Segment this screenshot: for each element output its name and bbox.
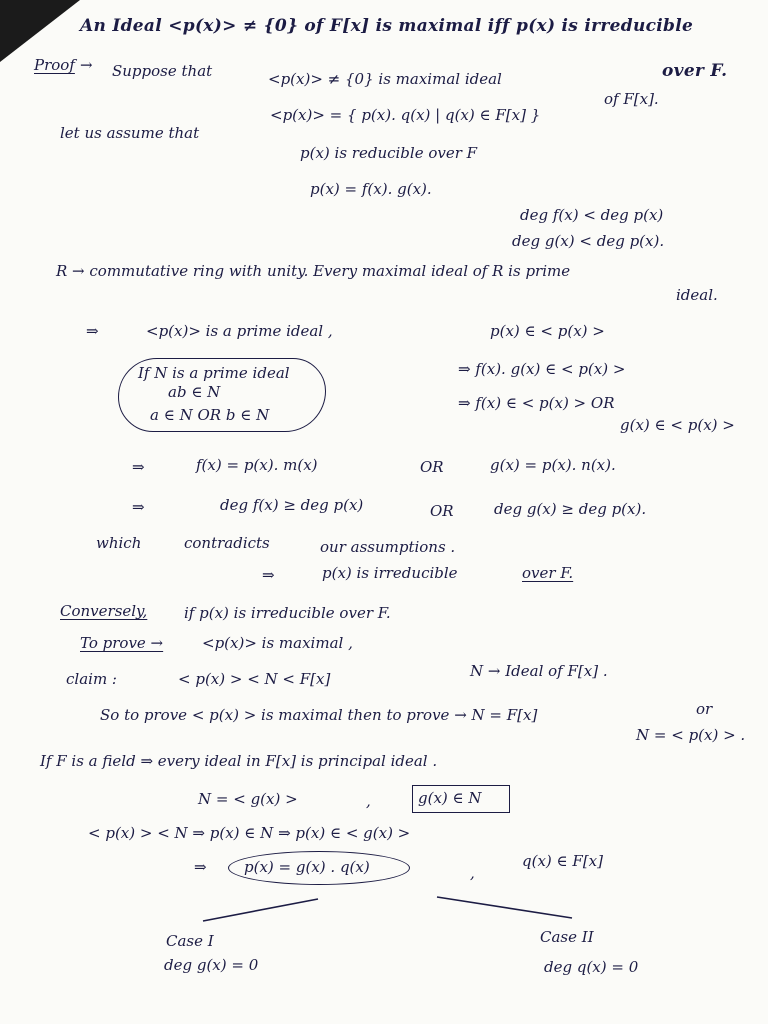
- deg-g-ge: deg g(x) ≥ deg p(x).: [494, 500, 647, 518]
- over-f: over F.: [522, 564, 574, 582]
- deg-g: deg g(x) < deg p(x).: [512, 232, 665, 250]
- suppose-text: Suppose that: [112, 62, 213, 80]
- conversely: Conversely,: [60, 602, 148, 620]
- f-eq: f(x) = p(x). m(x): [196, 456, 318, 474]
- implies-4: ⇒: [262, 566, 275, 584]
- cloud-line-1: If N is a prime ideal: [138, 364, 290, 382]
- implies-2: ⇒: [132, 458, 145, 476]
- implies-1: ⇒: [86, 322, 99, 340]
- proof-label: Proof: [34, 56, 75, 74]
- implies-5: ⇒: [194, 858, 207, 876]
- qx-in-fx: q(x) ∈ F[x]: [522, 852, 603, 870]
- claim-expr: < p(x) > < N < F[x]: [178, 670, 331, 688]
- prime-ideal-line: <p(x)> is a prime ideal ,: [146, 322, 333, 340]
- to-prove: To prove →: [80, 634, 164, 652]
- contradicts-text: contradicts: [184, 534, 270, 552]
- g-eq: g(x) = p(x). n(x).: [490, 456, 616, 474]
- if-irreducible: if p(x) is irreducible over F.: [184, 604, 391, 622]
- n-eq-gx: N = < g(x) >: [198, 790, 298, 808]
- of-fx: of F[x].: [604, 90, 659, 108]
- implies-3: ⇒: [132, 498, 145, 516]
- case-1-degree: deg g(x) = 0: [164, 956, 259, 974]
- or-2: OR: [430, 502, 454, 520]
- cloud-line-3: a ∈ N OR b ∈ N: [150, 406, 270, 424]
- or-1: OR: [420, 458, 444, 476]
- case-2-degree: deg q(x) = 0: [544, 958, 639, 976]
- g-in-px: g(x) ∈ < p(x) >: [620, 416, 735, 434]
- deg-f: deg f(x) < deg p(x): [520, 206, 664, 224]
- our-assumptions: our assumptions .: [320, 538, 456, 556]
- fg-in-px: ⇒ f(x). g(x) ∈ < p(x) >: [458, 360, 626, 378]
- ideal-word: ideal.: [676, 286, 718, 304]
- arrow: →: [80, 56, 93, 74]
- px-in-px: p(x) ∈ < p(x) >: [490, 322, 605, 340]
- claim-label: claim :: [66, 670, 117, 688]
- case-1-label: Case I: [166, 932, 214, 950]
- case-2-label: Case II: [540, 928, 594, 946]
- px-lt-n: < p(x) > < N ⇒ p(x) ∈ N ⇒ p(x) ∈ < g(x) >: [88, 824, 411, 842]
- px-factor: p(x) = f(x). g(x).: [310, 180, 432, 198]
- theorem-title-cont: over F.: [662, 61, 728, 81]
- comma: ,: [366, 792, 371, 810]
- ring-statement: R → commutative ring with unity. Every maximal ideal of R is prime: [56, 262, 571, 280]
- n-eq-px: N = < p(x) > .: [636, 726, 746, 744]
- so-to-prove: So to prove < p(x) > is maximal then to prove → N = F[x]: [100, 706, 538, 724]
- gx-in-n: g(x) ∈ N: [418, 789, 482, 807]
- theorem-title: An Ideal <p(x)> ≠ {0} of F[x] is maximal iff p(x) is irreducible: [80, 16, 694, 36]
- or-3: or: [696, 700, 713, 718]
- n-ideal: N → Ideal of F[x] .: [470, 662, 608, 680]
- px-maximal: <p(x)> is maximal ,: [202, 634, 353, 652]
- deg-f-ge: deg f(x) ≥ deg p(x): [220, 496, 364, 514]
- comma-2: ,: [470, 864, 475, 882]
- px-definition: <p(x)> = { p(x). q(x) | q(x) ∈ F[x] }: [270, 106, 541, 124]
- cloud-line-2: ab ∈ N: [168, 383, 221, 401]
- px-reducible: p(x) is reducible over F: [300, 144, 478, 162]
- assume-text: let us assume that: [60, 124, 200, 142]
- suppose-expr: <p(x)> ≠ {0} is maximal ideal: [268, 70, 502, 88]
- which-text: which: [96, 534, 142, 552]
- if-field: If F is a field ⇒ every ideal in F[x] is principal ideal .: [40, 752, 438, 770]
- f-in-px-or: ⇒ f(x) ∈ < p(x) > OR: [458, 394, 615, 412]
- px-gq: p(x) = g(x) . q(x): [244, 858, 370, 876]
- px-irreducible: p(x) is irreducible: [322, 564, 458, 582]
